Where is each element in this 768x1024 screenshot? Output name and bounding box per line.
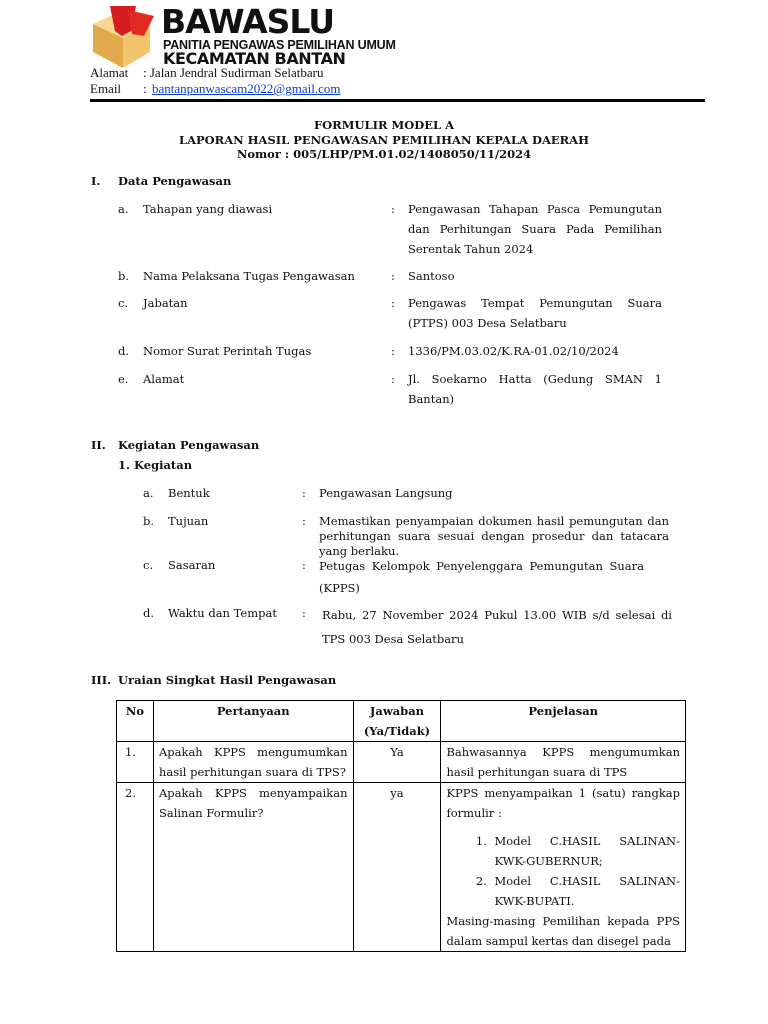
address-value: : Jalan Jendral Sudirman Selatbaru bbox=[143, 65, 324, 80]
item-letter: b. bbox=[118, 269, 130, 283]
field-colon: : bbox=[391, 296, 395, 310]
field-label-officer-name: Nama Pelaksana Tugas Pengawasan bbox=[143, 269, 355, 283]
table-row bbox=[117, 742, 686, 783]
field-colon: : bbox=[391, 269, 395, 283]
email-link[interactable]: bantanpanwascam2022@gmail.com bbox=[152, 81, 341, 96]
field-colon: : bbox=[391, 344, 395, 358]
header-question: Pertanyaan bbox=[153, 701, 353, 742]
item-letter: d. bbox=[118, 344, 130, 358]
item-letter: c. bbox=[143, 558, 154, 572]
email-separator: : bbox=[143, 81, 147, 96]
field-value-purpose: Memastikan penyampaian dokumen hasil pemungutan dan perhitungan suara sesuai dengan prosedur dan tatacara yang berlaku. bbox=[319, 514, 669, 558]
section-2-number: II. bbox=[91, 438, 106, 452]
row-answer: ya bbox=[353, 783, 441, 952]
row-number: 2. bbox=[117, 783, 154, 952]
section-2-subtitle: 1. Kegiatan bbox=[118, 458, 193, 472]
table-row bbox=[117, 783, 686, 952]
item-letter: d. bbox=[143, 606, 155, 620]
field-colon: : bbox=[391, 372, 395, 386]
field-label-position: Jabatan bbox=[143, 296, 188, 310]
field-value-officer-name: Santoso bbox=[408, 269, 455, 283]
field-colon: : bbox=[391, 202, 395, 216]
field-value-target: Petugas Kelompok Penyelenggara Pemungutan Suara (KPPS) bbox=[319, 559, 644, 595]
report-title: LAPORAN HASIL PENGAWASAN PEMILIHAN KEPALA DAERAH bbox=[179, 133, 589, 147]
form-title: FORMULIR MODEL A bbox=[313, 118, 455, 132]
findings-table bbox=[116, 700, 686, 952]
field-label-form: Bentuk bbox=[168, 486, 210, 500]
section-1-title: Data Pengawasan bbox=[118, 174, 232, 188]
row-explanation bbox=[441, 783, 686, 952]
row-explanation: Bahwasannya KPPS mengumumkan hasil perhitungan suara di TPS bbox=[441, 742, 686, 783]
section-3-number: III. bbox=[91, 673, 112, 687]
header-explanation: Penjelasan bbox=[441, 701, 686, 742]
header-divider bbox=[90, 99, 705, 102]
field-label-warrant-number: Nomor Surat Perintah Tugas bbox=[143, 344, 312, 358]
field-value-time-place: Rabu, 27 November 2024 Pukul 13.00 WIB s/d selesai di TPS 003 Desa Selatbaru bbox=[322, 608, 672, 646]
list-item: 2. Model C.HASIL SALINAN-KWK-BUPATI. bbox=[490, 871, 680, 911]
item-letter: c. bbox=[118, 296, 129, 310]
item-letter: a. bbox=[118, 202, 129, 216]
bawaslu-logo-icon bbox=[88, 6, 156, 72]
row-number: 1. bbox=[117, 742, 154, 783]
field-colon: : bbox=[302, 558, 306, 572]
field-label-address: Alamat bbox=[143, 372, 185, 386]
field-label-time-place: Waktu dan Tempat bbox=[168, 606, 277, 620]
field-value-address: Jl. Soekarno Hatta (Gedung SMAN 1 Bantan) bbox=[408, 372, 662, 406]
org-district: KECAMATAN BANTAN bbox=[163, 49, 346, 68]
header-answer: Jawaban (Ya/Tidak) bbox=[353, 701, 441, 742]
org-subtitle: PANITIA PENGAWAS PEMILIHAN UMUM bbox=[163, 38, 396, 52]
field-label-target: Sasaran bbox=[168, 558, 216, 572]
section-1-number: I. bbox=[91, 174, 101, 188]
explanation-outro: Masing-masing Pemilihan kepada PPS dalam sampul kertas dan disegel pada bbox=[446, 914, 680, 948]
list-item: 1. Model C.HASIL SALINAN-KWK-GUBERNUR; bbox=[490, 831, 680, 871]
row-question: Apakah KPPS menyampaikan Salinan Formulir? bbox=[153, 783, 353, 952]
report-number: Nomor : 005/LHP/PM.01.02/1408050/11/2024 bbox=[236, 147, 532, 161]
field-value-warrant-number: 1336/PM.03.02/K.RA-01.02/10/2024 bbox=[408, 344, 619, 358]
item-letter: e. bbox=[118, 372, 129, 386]
field-colon: : bbox=[302, 514, 306, 528]
field-label-purpose: Tujuan bbox=[168, 514, 209, 528]
field-colon: : bbox=[302, 486, 306, 500]
row-question: Apakah KPPS mengumumkan hasil perhitungan suara di TPS? bbox=[153, 742, 353, 783]
item-letter: b. bbox=[143, 514, 155, 528]
section-3-title: Uraian Singkat Hasil Pengawasan bbox=[118, 673, 337, 687]
field-colon: : bbox=[302, 606, 306, 620]
email-label: Email bbox=[90, 81, 122, 96]
address-label: Alamat bbox=[90, 65, 129, 80]
field-label-stage: Tahapan yang diawasi bbox=[143, 202, 273, 216]
explanation-intro: KPPS menyampaikan 1 (satu) rangkap formulir : bbox=[446, 786, 680, 820]
section-2-title: Kegiatan Pengawasan bbox=[118, 438, 260, 452]
form-list bbox=[446, 831, 680, 911]
item-letter: a. bbox=[143, 486, 154, 500]
header-no: No bbox=[117, 701, 154, 742]
field-value-form: Pengawasan Langsung bbox=[319, 486, 453, 500]
field-value-stage: Pengawasan Tahapan Pasca Pemungutan dan Perhitungan Suara Pada Pemilihan Serentak Tahun 2024 bbox=[408, 202, 662, 256]
table-header-row bbox=[117, 701, 686, 742]
field-value-position: Pengawas Tempat Pemungutan Suara (PTPS) 003 Desa Selatbaru bbox=[408, 296, 662, 330]
org-name: BAWASLU bbox=[161, 2, 335, 41]
row-answer: Ya bbox=[353, 742, 441, 783]
